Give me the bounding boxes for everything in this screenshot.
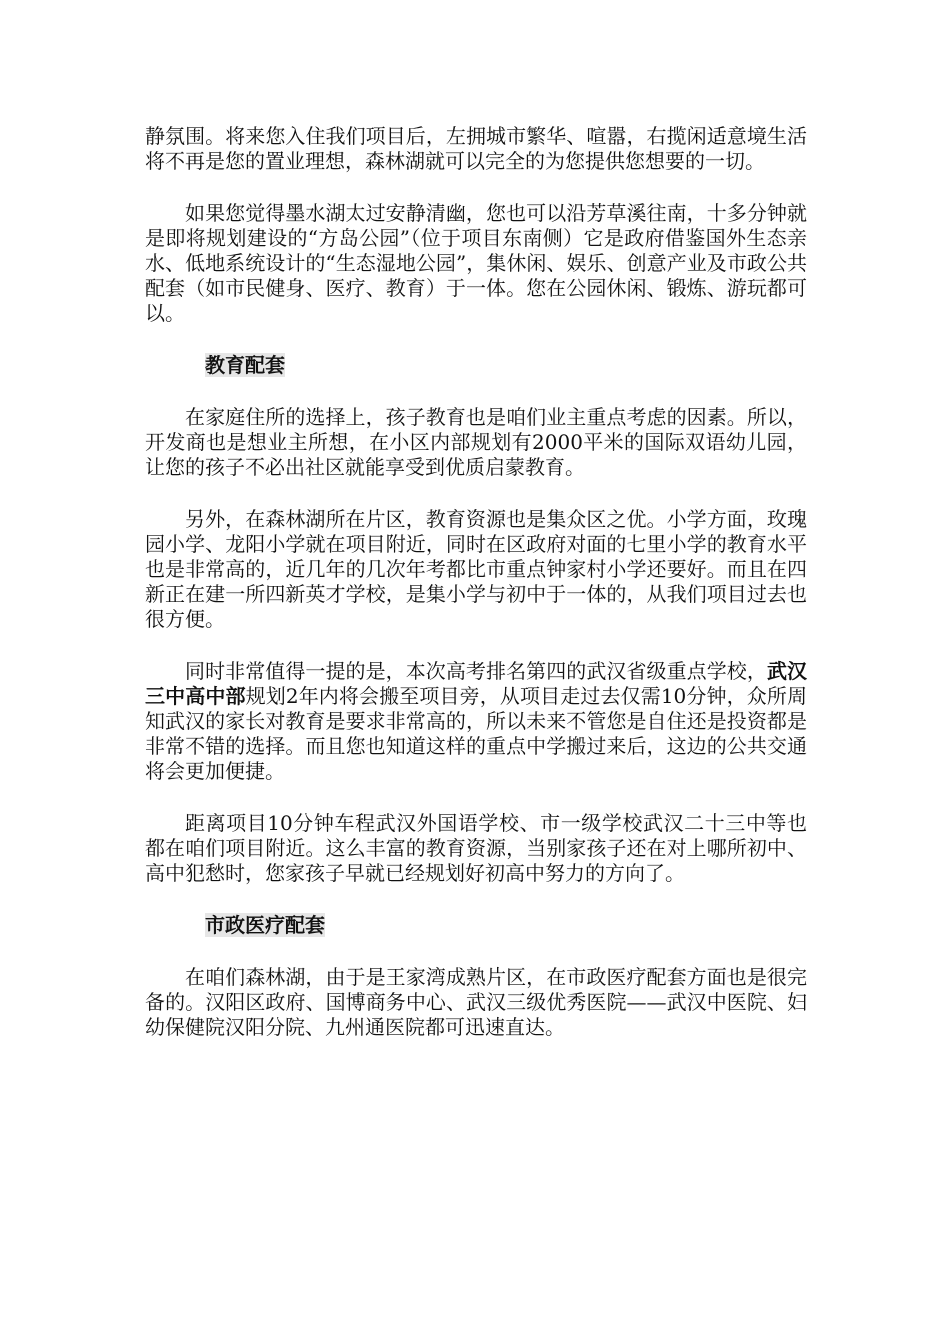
paragraph-high-school-lead: 同时非常值得一提的是，本次高考排名第四的武汉省级重点学校，	[185, 659, 767, 683]
paragraph-high-school-rest: 规划2年内将会搬至项目旁，从项目走过去仅需10分钟，众所周知武汉的家长对教育是要求非常高的，所以未来不管您是自住还是投资都是非常不错的选择。而且您也知道这样的重点中学搬过来后，这边的公共交通将会更加便捷。	[145, 684, 807, 783]
section-heading-municipal	[205, 913, 807, 938]
school-name-emphasis: 武汉三中高中部	[145, 659, 808, 708]
paragraph-nearby-schools: 距离项目10分钟车程武汉外国语学校、市一级学校武汉二十三中等也都在咱们项目附近。这么丰富的教育资源，当别家孩子还在对上哪所初中、高中犯愁时，您家孩子早就已经规划好初高中努力的方向了。	[145, 811, 807, 885]
section-heading-education	[205, 353, 807, 378]
paragraph-high-school	[145, 659, 807, 784]
paragraph-kindergarten: 在家庭住所的选择上，孩子教育也是咱们业主重点考虑的因素。所以，开发商也是想业主所想，在小区内部规划有2000平米的国际双语幼儿园，让您的孩子不必出社区就能享受到优质启蒙教育。	[145, 405, 807, 479]
document-body	[145, 124, 807, 1067]
paragraph-primary-schools: 另外，在森林湖所在片区，教育资源也是集众区之优。小学方面，玫瑰园小学、龙阳小学就在项目附近，同时在区政府对面的七里小学的教育水平也是非常高的，近几年的几次年考都比市重点钟家村小学还要好。而且在四新正在建一所四新英才学校，是集小学与初中于一体的，从我们项目过去也很方便。	[145, 507, 807, 631]
paragraph-intro-continued: 静氛围。将来您入住我们项目后，左拥城市繁华、喧嚣，右揽闲适意境生活将不再是您的置业理想，森林湖就可以完全的为您提供您想要的一切。	[145, 124, 807, 173]
section-heading-education-text: 教育配套	[205, 353, 285, 377]
paragraph-medical: 在咱们森林湖，由于是王家湾成熟片区，在市政医疗配套方面也是很完备的。汉阳区政府、国博商务中心、武汉三级优秀医院——武汉中医院、妇幼保健院汉阳分院、九州通医院都可迅速直达。	[145, 965, 807, 1039]
section-heading-municipal-text: 市政医疗配套	[205, 913, 325, 937]
paragraph-park: 如果您觉得墨水湖太过安静清幽，您也可以沿芳草溪往南，十多分钟就是即将规划建设的“方岛公园”（位于项目东南侧）它是政府借鉴国外生态亲水、低地系统设计的“生态湿地公园”，集休闲、娱乐、创意产业及市政公共配套（如市民健身、医疗、教育）于一体。您在公园休闲、锻炼、游玩都可以。	[145, 201, 807, 325]
